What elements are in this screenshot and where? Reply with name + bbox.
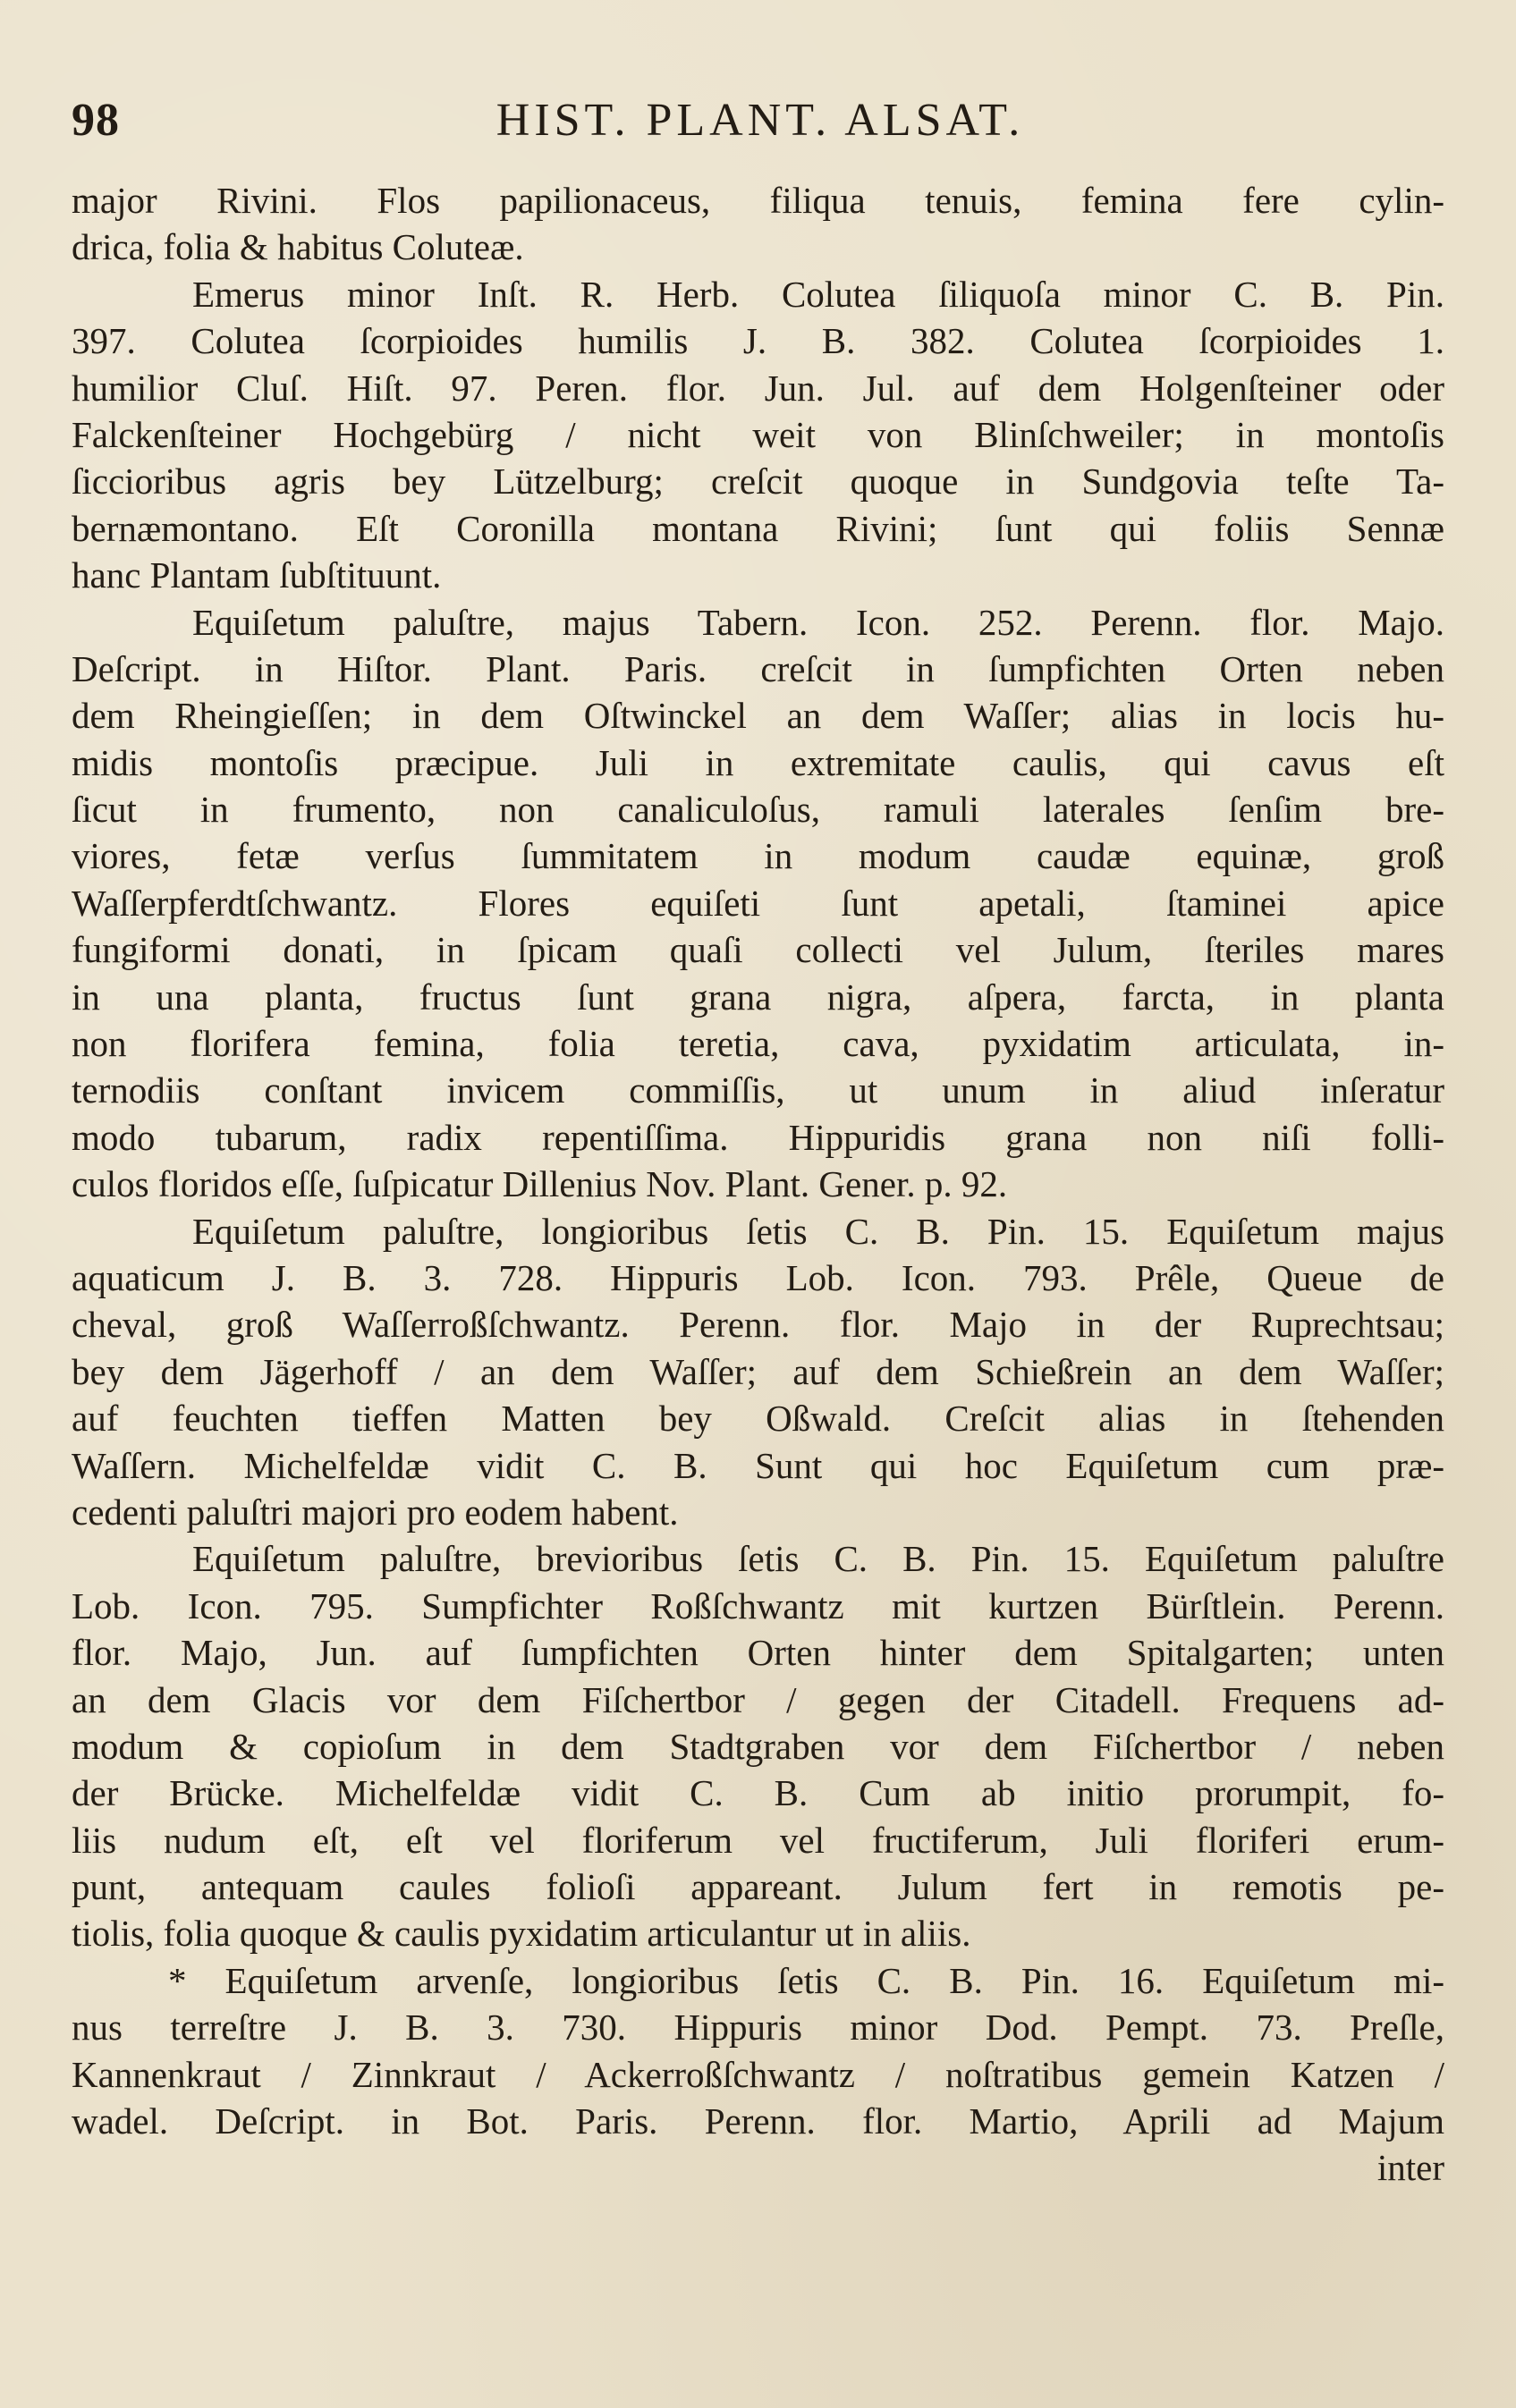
entry-line: Equiſetum paluſtre, brevioribus ſetis C. B. Pin. 15. Equiſetum paluſtre [192, 1538, 1444, 1580]
text-line: modo tubarum, radix repentiſſima. Hippuridis grana non niſi folli- [72, 1116, 1444, 1158]
text-line: cedenti paluſtri majori pro eodem habent. [72, 1491, 679, 1533]
text-line: nus terreſtre J. B. 3. 730. Hippuris minor Dod. Pempt. 73. Preſle, [72, 2007, 1444, 2049]
text-line: hanc Plantam ſubſtituunt. [72, 554, 442, 596]
text-line: ternodiis conſtant invicem commiſſis, ut unum in aliud inſeratur [72, 1069, 1444, 1111]
text-line: ſiccioribus agris bey Lützelburg; creſcit quoque in Sundgovia teſte Ta- [72, 460, 1444, 503]
text-line: drica, folia & habitus Coluteæ. [72, 226, 524, 268]
page-header [72, 94, 1449, 156]
text-line: Falckenſteiner Hochgebürg / nicht weit von Blinſchweiler; in montoſis [72, 413, 1444, 455]
text-line: wadel. Deſcript. in Bot. Paris. Perenn. flor. Martio, Aprili ad Majum [72, 2100, 1444, 2142]
text-line: Waſſern. Michelfeldæ vidit C. B. Sunt qui hoc Equiſetum cum præ- [72, 1444, 1444, 1486]
entry-line: Equiſetum paluſtre, majus Tabern. Icon. 252. Perenn. flor. Majo. [192, 601, 1444, 643]
text-line: fungiformi donati, in ſpicam quaſi collecti vel Julum, ſteriles mares [72, 929, 1444, 971]
text-line: Deſcript. in Hiſtor. Plant. Paris. creſcit in ſumpfichten Orten neben [72, 647, 1444, 689]
text-line: viores, fetæ verſus ſummitatem in modum caudæ equinæ, groß [72, 835, 1444, 877]
text-line: major Rivini. Flos papilionaceus, filiqua tenuis, femina fere cylin- [72, 180, 1444, 221]
text-line: der Brücke. Michelfeldæ vidit C. B. Cum ab initio prorumpit, fo- [72, 1772, 1444, 1814]
text-line: dem Rheingieſſen; in dem Oſtwinckel an dem Waſſer; alias in locis hu- [72, 695, 1444, 737]
text-line: 397. Colutea ſcorpioides humilis J. B. 382. Colutea ſcorpioides 1. [72, 320, 1444, 362]
text-line: Lob. Icon. 795. Sumpfichter Roßſchwantz mit kurtzen Bürſtlein. Perenn. [72, 1584, 1444, 1626]
text-line: humilior Cluſ. Hiſt. 97. Peren. flor. Jun. Jul. auf dem Holgenſteiner oder [72, 367, 1444, 409]
entry-line: Equiſetum paluſtre, longioribus ſetis C. B. Pin. 15. Equiſetum majus [192, 1210, 1444, 1252]
running-title: HIST. PLANT. ALSAT. [495, 95, 1025, 146]
entry-line: Emerus minor Inſt. R. Herb. Colutea ſiliquoſa minor C. B. Pin. [192, 273, 1444, 315]
text-line: Kannenkraut / Zinnkraut / Ackerroßſchwantz / noſtratibus gemein Katzen / [72, 2053, 1444, 2095]
entry-line: * Equiſetum arvenſe, longioribus ſetis C. B. Pin. 16. Equiſetum mi- [168, 1959, 1444, 2001]
text-line: punt, antequam caules folioſi appareant. Julum fert in remotis pe- [72, 1866, 1444, 1908]
body-text [72, 177, 1444, 2192]
text-line: aquaticum J. B. 3. 728. Hippuris Lob. Icon. 793. Prêle, Queue de [72, 1256, 1444, 1298]
text-line: liis nudum eſt, eſt vel floriferum vel fructiferum, Juli floriferi erum- [72, 1819, 1444, 1861]
text-line: cheval, groß Waſſerroßſchwantz. Perenn. flor. Majo in der Ruprechtsau; [72, 1304, 1444, 1346]
text-line: tiolis, folia quoque & caulis pyxidatim articulantur ut in aliis. [72, 1913, 971, 1955]
text-line: modum & copioſum in dem Stadtgraben vor dem Fiſchertbor / neben [72, 1725, 1444, 1767]
text-line: an dem Glacis vor dem Fiſchertbor / gegen der Citadell. Frequens ad- [72, 1678, 1444, 1720]
text-line: in una planta, fructus ſunt grana nigra, aſpera, farcta, in planta [72, 976, 1444, 1018]
text-line: culos floridos eſſe, ſuſpicatur Dillenius Nov. Plant. Gener. p. 92. [72, 1163, 1008, 1205]
text-line: flor. Majo, Jun. auf ſumpfichten Orten hinter dem Spitalgarten; unten [72, 1632, 1444, 1674]
text-line: bernæmontano. Eſt Coronilla montana Rivini; ſunt qui foliis Sennæ [72, 507, 1444, 549]
catchword: inter [1376, 2147, 1444, 2189]
text-line: Waſſerpferdtſchwantz. Flores equiſeti ſunt apetali, ſtaminei apice [72, 882, 1444, 924]
text-line: non florifera femina, folia teretia, cava, pyxidatim articulata, in- [72, 1023, 1444, 1065]
text-line: midis montoſis præcipue. Juli in extremitate caulis, qui cavus eſt [72, 741, 1444, 783]
page-number: 98 [72, 95, 120, 146]
text-line: bey dem Jägerhoff / an dem Waſſer; auf dem Schießrein an dem Waſſer; [72, 1350, 1444, 1392]
text-line: ſicut in frumento, non canaliculoſus, ramuli laterales ſenſim bre- [72, 789, 1444, 831]
text-line: auf feuchten tieffen Matten bey Oßwald. Creſcit alias in ſtehenden [72, 1398, 1444, 1440]
